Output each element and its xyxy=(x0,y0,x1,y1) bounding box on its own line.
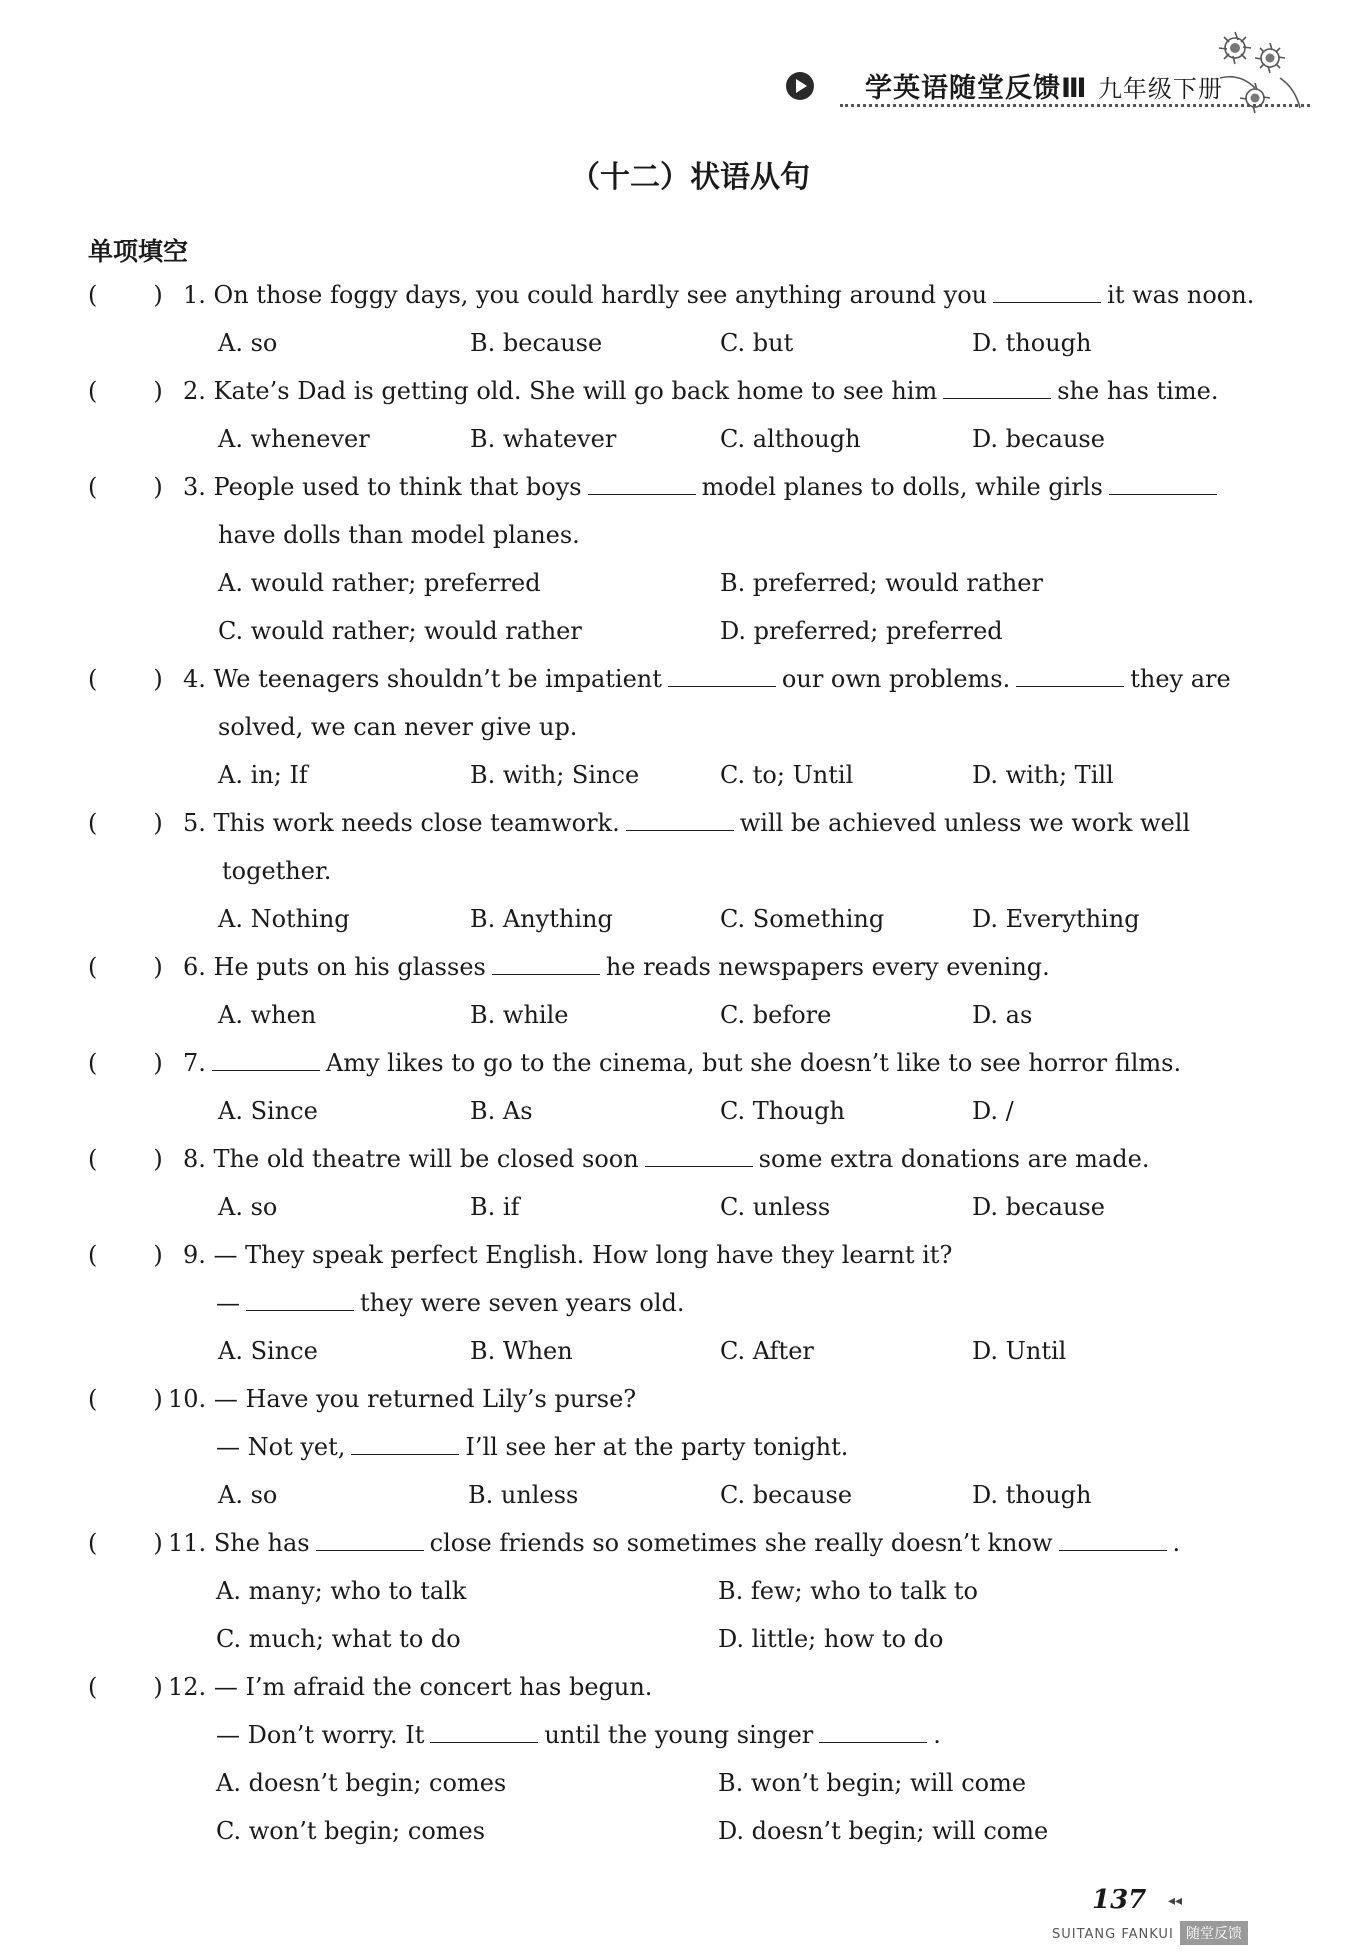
option-d[interactable]: D. though xyxy=(972,1481,1092,1509)
answer-blank[interactable] xyxy=(316,1528,424,1551)
answer-blank[interactable] xyxy=(645,1144,753,1167)
answer-blank[interactable] xyxy=(246,1288,354,1311)
chapter-title: （十二）状语从句 xyxy=(570,160,810,195)
section-title: 单项填空 xyxy=(88,237,189,266)
answer-blank[interactable] xyxy=(351,1432,459,1455)
option-b[interactable]: B. whatever xyxy=(470,425,617,453)
option-a[interactable]: A. in; If xyxy=(218,761,308,789)
option-c[interactable]: C. to; Until xyxy=(720,761,854,789)
option-a[interactable]: A. Since xyxy=(218,1337,318,1365)
option-b[interactable]: B. Anything xyxy=(470,905,613,933)
option-c[interactable]: C. After xyxy=(720,1337,814,1365)
answer-bracket[interactable]: ( ) xyxy=(88,1385,163,1413)
answer-bracket[interactable]: ( ) xyxy=(88,377,163,405)
answer-blank[interactable] xyxy=(819,1720,927,1743)
answer-blank[interactable] xyxy=(1059,1528,1167,1551)
answer-bracket[interactable]: ( ) xyxy=(88,665,163,693)
answer-bracket[interactable]: ( ) xyxy=(88,953,163,981)
answer-blank[interactable] xyxy=(1109,472,1217,495)
book-title: 学英语随堂反馈Ⅲ 九年级下册 xyxy=(865,73,1223,104)
double-arrow-icon: ◂◂ xyxy=(1168,1893,1183,1909)
answer-bracket[interactable]: ( ) xyxy=(88,473,163,501)
option-b[interactable]: B. When xyxy=(470,1337,573,1365)
option-c[interactable]: C. unless xyxy=(720,1193,831,1221)
option-a[interactable]: A. when xyxy=(218,1001,317,1029)
answer-bracket[interactable]: ( ) xyxy=(88,1529,163,1557)
answer-bracket[interactable]: ( ) xyxy=(88,1241,163,1269)
answer-bracket[interactable]: ( ) xyxy=(88,1145,163,1173)
option-a[interactable]: A. so xyxy=(218,1193,278,1221)
option-c[interactable]: C. Something xyxy=(720,905,885,933)
answer-bracket[interactable]: ( ) xyxy=(88,1049,163,1077)
option-d[interactable]: D. with; Till xyxy=(972,761,1114,789)
option-d[interactable]: D. Until xyxy=(972,1337,1067,1365)
option-d[interactable]: D. / xyxy=(972,1097,1014,1125)
option-a[interactable]: A. so xyxy=(218,1481,278,1509)
page-number: 137 xyxy=(1092,1885,1147,1915)
option-d[interactable]: D. little; how to do xyxy=(718,1625,944,1653)
answer-blank[interactable] xyxy=(212,1048,320,1071)
play-icon xyxy=(786,72,814,100)
option-b[interactable]: B. won’t begin; will come xyxy=(718,1769,1027,1797)
option-d[interactable]: D. Everything xyxy=(972,905,1140,933)
option-d[interactable]: D. doesn’t begin; will come xyxy=(718,1817,1049,1845)
option-b[interactable]: B. preferred; would rather xyxy=(720,569,1043,597)
option-c[interactable]: C. although xyxy=(720,425,861,453)
answer-bracket[interactable]: ( ) xyxy=(88,281,163,309)
option-d[interactable]: D. because xyxy=(972,1193,1105,1221)
option-c[interactable]: C. much; what to do xyxy=(216,1625,461,1653)
option-b[interactable]: B. few; who to talk to xyxy=(718,1577,978,1605)
answer-blank[interactable] xyxy=(626,808,734,831)
option-b[interactable]: B. with; Since xyxy=(470,761,640,789)
option-c[interactable]: C. Though xyxy=(720,1097,845,1125)
footer-tag: 随堂反馈 xyxy=(1180,1921,1248,1945)
answer-blank[interactable] xyxy=(1016,664,1124,687)
option-b[interactable]: B. while xyxy=(470,1001,569,1029)
option-a[interactable]: A. Nothing xyxy=(218,905,350,933)
option-d[interactable]: D. though xyxy=(972,329,1092,357)
answer-blank[interactable] xyxy=(993,280,1101,303)
answer-bracket[interactable]: ( ) xyxy=(88,1673,163,1701)
option-a[interactable]: A. many; who to talk xyxy=(216,1577,467,1605)
option-c[interactable]: C. won’t begin; comes xyxy=(216,1817,486,1845)
option-b[interactable]: B. because xyxy=(470,329,603,357)
option-d[interactable]: D. because xyxy=(972,425,1105,453)
option-a[interactable]: A. whenever xyxy=(218,425,370,453)
option-b[interactable]: B. As xyxy=(470,1097,533,1125)
answer-blank[interactable] xyxy=(668,664,776,687)
option-a[interactable]: A. doesn’t begin; comes xyxy=(216,1769,507,1797)
option-c[interactable]: C. would rather; would rather xyxy=(218,617,582,645)
option-b[interactable]: B. unless xyxy=(468,1481,579,1509)
option-d[interactable]: D. as xyxy=(972,1001,1033,1029)
answer-blank[interactable] xyxy=(430,1720,538,1743)
sunflower-decoration-icon xyxy=(1200,18,1310,128)
option-a[interactable]: A. so xyxy=(218,329,278,357)
option-c[interactable]: C. because xyxy=(720,1481,853,1509)
option-a[interactable]: A. Since xyxy=(218,1097,318,1125)
option-b[interactable]: B. if xyxy=(470,1193,520,1221)
option-d[interactable]: D. preferred; preferred xyxy=(720,617,1003,645)
option-c[interactable]: C. but xyxy=(720,329,794,357)
option-a[interactable]: A. would rather; preferred xyxy=(218,569,541,597)
answer-blank[interactable] xyxy=(492,952,600,975)
option-c[interactable]: C. before xyxy=(720,1001,832,1029)
answer-blank[interactable] xyxy=(588,472,696,495)
footer-brand: SUITANG FANKUI xyxy=(1052,1927,1174,1942)
answer-bracket[interactable]: ( ) xyxy=(88,809,163,837)
answer-blank[interactable] xyxy=(943,376,1051,399)
